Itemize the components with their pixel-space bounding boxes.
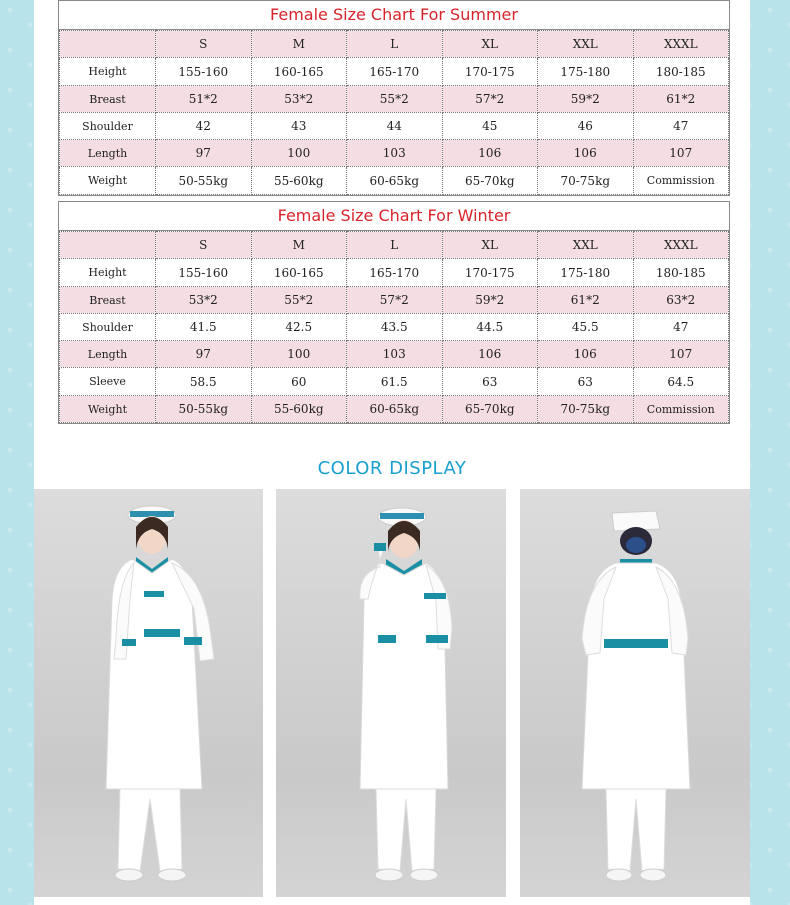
corner-cell (60, 232, 156, 259)
table-cell: 103 (347, 140, 443, 167)
table-cell: 97 (156, 341, 252, 368)
table-cell: 55-60kg (251, 167, 347, 195)
table-cell: 59*2 (442, 287, 538, 314)
table-row (60, 86, 729, 113)
table-cell: 63 (538, 368, 634, 396)
table-cell: 60-65kg (347, 167, 443, 195)
table-cell: 53*2 (156, 287, 252, 314)
corner-cell (60, 31, 156, 58)
table-cell: 106 (442, 341, 538, 368)
table-cell: 64.5 (633, 368, 729, 396)
row-label: Breast (60, 287, 156, 314)
table-cell: 103 (347, 341, 443, 368)
table-cell: 106 (538, 140, 634, 167)
size-header-cell: M (251, 31, 347, 58)
table-cell: 107 (633, 341, 729, 368)
table-cell: 160-165 (251, 259, 347, 287)
table-row (60, 259, 729, 287)
table-cell: 51*2 (156, 86, 252, 113)
photo-front-view-hand-raised[interactable] (276, 489, 506, 897)
table-cell: 155-160 (156, 259, 252, 287)
table-row (60, 58, 729, 86)
table-cell: 70-75kg (538, 396, 634, 423)
size-header-cell: XXL (538, 232, 634, 259)
table-cell: 180-185 (633, 58, 729, 86)
table-cell: 175-180 (538, 58, 634, 86)
size-header-cell: XXXL (633, 232, 729, 259)
table-row (60, 167, 729, 195)
table-cell: 45.5 (538, 314, 634, 341)
winter-size-header-row (60, 232, 729, 259)
summer-size-header-row (60, 31, 729, 58)
table-row (60, 341, 729, 368)
row-label: Shoulder (60, 314, 156, 341)
table-cell: 106 (538, 341, 634, 368)
table-cell: 106 (442, 140, 538, 167)
table-cell: 165-170 (347, 259, 443, 287)
summer-chart-title: Female Size Chart For Summer (59, 1, 729, 30)
row-label: Shoulder (60, 113, 156, 140)
row-label: Sleeve (60, 368, 156, 396)
table-cell: 61.5 (347, 368, 443, 396)
row-label: Height (60, 259, 156, 287)
row-label: Height (60, 58, 156, 86)
table-cell: 55*2 (347, 86, 443, 113)
table-cell: 97 (156, 140, 252, 167)
table-cell: 70-75kg (538, 167, 634, 195)
size-header-cell: XXXL (633, 31, 729, 58)
model-front-illustration (34, 489, 263, 897)
size-header-cell: XXL (538, 31, 634, 58)
table-cell: 61*2 (538, 287, 634, 314)
table-cell: 180-185 (633, 259, 729, 287)
table-cell: 57*2 (442, 86, 538, 113)
table-cell: 43.5 (347, 314, 443, 341)
table-cell: 107 (633, 140, 729, 167)
table-cell: 170-175 (442, 259, 538, 287)
row-label: Length (60, 140, 156, 167)
table-cell: 47 (633, 113, 729, 140)
size-header-cell: XL (442, 232, 538, 259)
table-cell: 61*2 (633, 86, 729, 113)
table-cell: 43 (251, 113, 347, 140)
table-cell: Commission (633, 396, 729, 423)
table-cell: 65-70kg (442, 396, 538, 423)
photo-front-view[interactable] (34, 489, 263, 897)
table-cell: 60-65kg (347, 396, 443, 423)
table-cell: 155-160 (156, 58, 252, 86)
table-cell: 57*2 (347, 287, 443, 314)
table-cell: 44.5 (442, 314, 538, 341)
table-cell: 50-55kg (156, 396, 252, 423)
size-header-cell: XL (442, 31, 538, 58)
table-row (60, 113, 729, 140)
table-row (60, 140, 729, 167)
summer-size-table (59, 30, 729, 195)
summer-size-chart (58, 0, 730, 196)
table-cell: 100 (251, 140, 347, 167)
table-cell: 160-165 (251, 58, 347, 86)
size-header-cell: L (347, 31, 443, 58)
table-cell: 44 (347, 113, 443, 140)
table-cell: 170-175 (442, 58, 538, 86)
size-header-cell: S (156, 232, 252, 259)
winter-chart-title: Female Size Chart For Winter (59, 202, 729, 231)
table-cell: 53*2 (251, 86, 347, 113)
color-display-heading: COLOR DISPLAY (317, 458, 467, 479)
table-cell: 45 (442, 113, 538, 140)
table-cell: 63 (442, 368, 538, 396)
table-cell: 165-170 (347, 58, 443, 86)
table-cell: 175-180 (538, 259, 634, 287)
table-cell: 42.5 (251, 314, 347, 341)
size-header-cell: M (251, 232, 347, 259)
table-cell: 47 (633, 314, 729, 341)
winter-size-table (59, 231, 729, 423)
table-cell: 50-55kg (156, 167, 252, 195)
table-row (60, 287, 729, 314)
table-row (60, 368, 729, 396)
table-cell: Commission (633, 167, 729, 195)
model-pose-illustration (276, 489, 506, 897)
winter-size-chart (58, 201, 730, 424)
table-cell: 65-70kg (442, 167, 538, 195)
row-label: Weight (60, 167, 156, 195)
table-cell: 60 (251, 368, 347, 396)
table-cell: 100 (251, 341, 347, 368)
table-cell: 58.5 (156, 368, 252, 396)
photo-back-view[interactable] (520, 489, 750, 897)
size-header-cell: S (156, 31, 252, 58)
size-header-cell: L (347, 232, 443, 259)
row-label: Weight (60, 396, 156, 423)
table-cell: 55-60kg (251, 396, 347, 423)
product-detail-page (34, 0, 750, 905)
table-cell: 63*2 (633, 287, 729, 314)
table-cell: 59*2 (538, 86, 634, 113)
table-cell: 55*2 (251, 287, 347, 314)
table-row (60, 314, 729, 341)
row-label: Breast (60, 86, 156, 113)
table-cell: 42 (156, 113, 252, 140)
table-cell: 41.5 (156, 314, 252, 341)
table-cell: 46 (538, 113, 634, 140)
row-label: Length (60, 341, 156, 368)
table-row (60, 396, 729, 423)
model-back-illustration (520, 489, 750, 897)
